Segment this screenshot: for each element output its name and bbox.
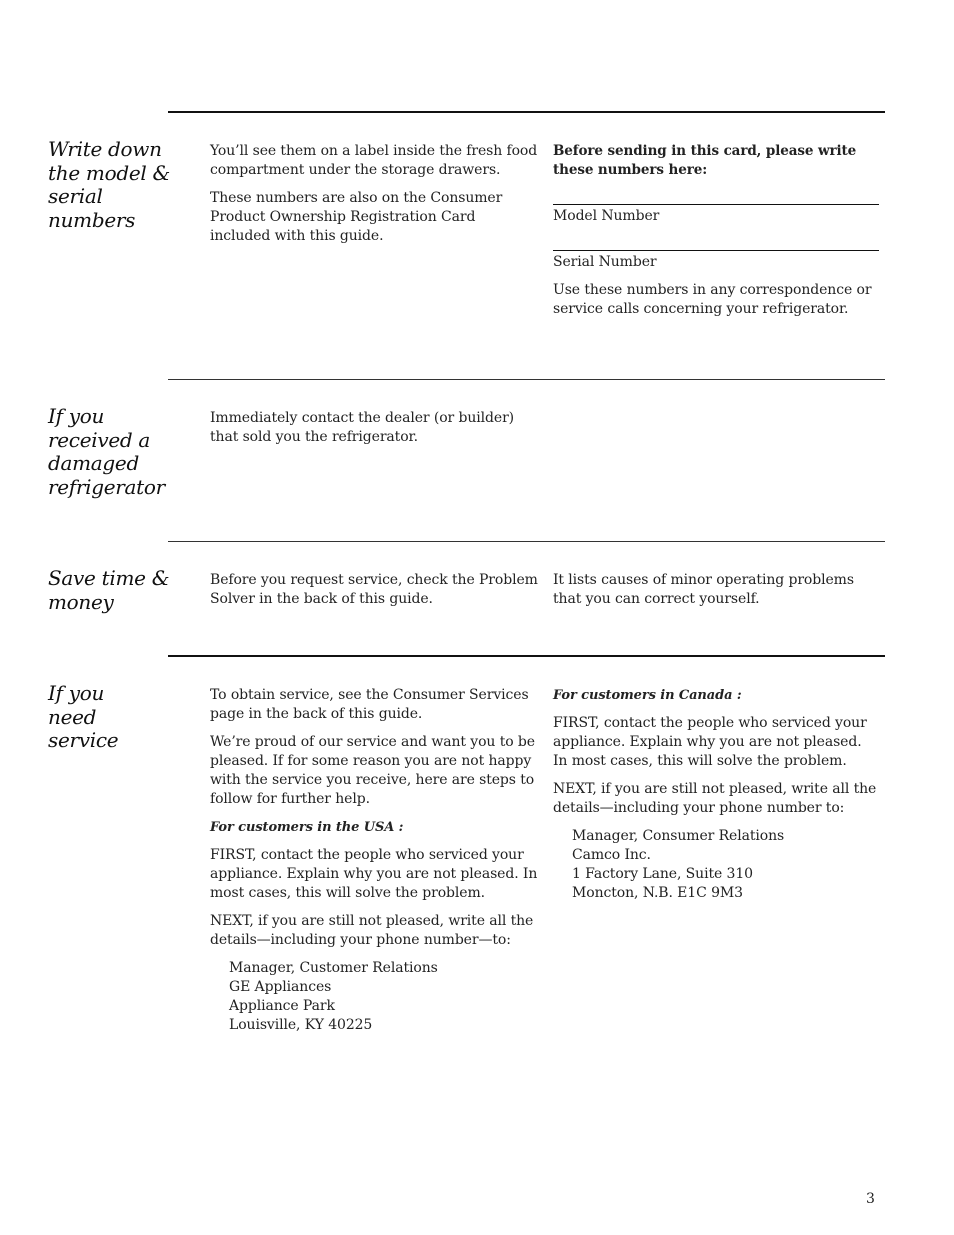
service-usa-column: [210, 686, 538, 1035]
heading-need-service: If you need service: [48, 681, 119, 752]
page-number: 3: [866, 1191, 875, 1207]
save-paragraph-1: Before you request service, check the Problem Solver in the back of this guide.: [210, 572, 538, 607]
usa-first-step: FIRST, contact the people who serviced your appliance. Explain why you are not pleased. In most cases, this will solve the problem.: [210, 847, 538, 901]
usa-address-line: Manager, Customer Relations: [229, 960, 438, 976]
model-number-label: Model Number: [553, 208, 660, 224]
model-numbers-note: Use these numbers in any correspondence or service calls concerning your refrigerator.: [553, 282, 872, 317]
save-column-2: [553, 571, 879, 618]
canada-address-line: Manager, Consumer Relations: [572, 828, 785, 844]
usa-customers-label: For customers in the USA :: [210, 820, 404, 835]
section-divider: [168, 541, 885, 542]
damaged-paragraph: Immediately contact the dealer (or builder) that sold you the refrigerator.: [210, 410, 515, 445]
canada-address: [572, 827, 879, 903]
save-paragraph-2: It lists causes of minor operating problems that you can correct yourself.: [553, 572, 854, 607]
section-divider: [168, 111, 885, 113]
canada-customers-label: For customers in Canada :: [553, 688, 742, 703]
usa-next-step: NEXT, if you are still not pleased, write all the details—including your phone number—to:: [210, 913, 534, 948]
canada-address-line: Camco Inc.: [572, 847, 651, 863]
usa-address-line: Appliance Park: [229, 998, 335, 1014]
model-number-line: [553, 204, 879, 226]
usa-address: [229, 959, 538, 1035]
usa-address-line: GE Appliances: [229, 979, 332, 995]
service-paragraph-1: To obtain service, see the Consumer Services page in the back of this guide.: [210, 687, 529, 722]
canada-first-step: FIRST, contact the people who serviced your appliance. Explain why you are not pleased. In most cases, this will solve the problem.: [553, 715, 867, 769]
heading-model-serial: Write down the model & serial numbers: [48, 137, 171, 232]
section-divider: [168, 379, 885, 380]
usa-address-line: Louisville, KY 40225: [229, 1017, 373, 1033]
model-info-paragraph-2: These numbers are also on the Consumer Product Ownership Registration Card included with this guide.: [210, 190, 503, 244]
serial-number-label: Serial Number: [553, 254, 657, 270]
model-info-paragraph-1: You’ll see them on a label inside the fresh food compartment under the storage drawers.: [210, 143, 538, 178]
damaged-column: [210, 409, 538, 456]
heading-damaged: If you received a damaged refrigerator: [48, 404, 165, 499]
canada-address-line: Moncton, N.B. E1C 9M3: [572, 885, 743, 901]
service-canada-column: [553, 686, 879, 903]
service-paragraph-2: We’re proud of our service and want you to be pleased. If for some reason you are not happy with the service you receive, here are steps to follow for further help.: [210, 734, 535, 807]
save-column-1: [210, 571, 538, 618]
heading-save-time: Save time & money: [48, 566, 170, 614]
canada-next-step: NEXT, if you are still not pleased, write all the details—including your phone number to:: [553, 781, 877, 816]
model-info-column: [210, 142, 538, 255]
model-entry-intro: Before sending in this card, please write these numbers here:: [553, 143, 857, 178]
serial-number-line: [553, 250, 879, 272]
model-entry-column: [553, 142, 879, 328]
canada-address-line: 1 Factory Lane, Suite 310: [572, 866, 753, 882]
section-divider: [168, 655, 885, 657]
